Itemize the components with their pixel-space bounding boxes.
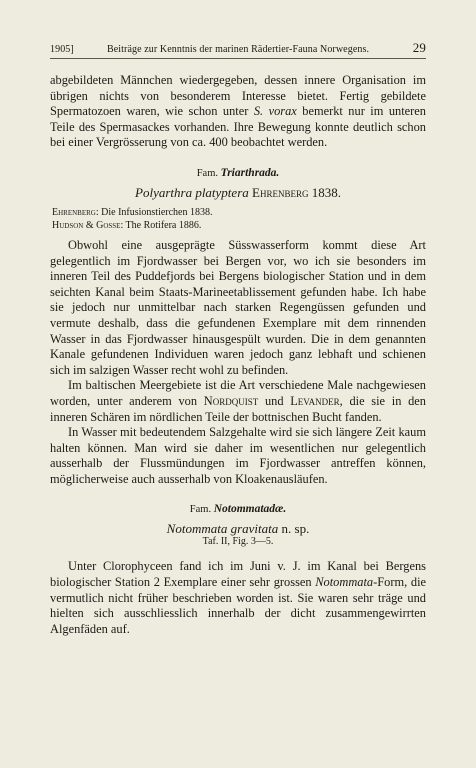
notommata-text-2: -Form, die vermutlich nicht früher beschrieben worden ist. Sie waren sehr träge und hielten sich ausschliesslich innerhalb der dicht zusammengewirrten Algenfäden auf. <box>50 575 427 636</box>
family-heading-notommatadae <box>50 503 426 515</box>
conjunction: und <box>258 393 291 408</box>
genus-ref: Notommata <box>315 575 374 590</box>
family-name: Triarthrada. <box>220 166 280 179</box>
species-name: Notommata gravitata <box>166 521 279 537</box>
baltic-text-1: Im baltischen Meergebiete ist die Art verschiedene Male nachgewiesen worden, unter anderem von <box>50 378 426 408</box>
species-author: Ehrenberg <box>248 184 309 200</box>
reference-text: The Rotifera 1886. <box>123 219 202 231</box>
intro-paragraph <box>50 73 426 151</box>
species-name: Polyarthra platyptera <box>135 184 249 200</box>
paragraph-salinity: In Wasser mit bedeutendem Salzgehalte wird sie sich längere Zeit kaum halten können. Man wird sie daher im wesentlichen nur gelegentlich ausserhalb der Flussmündungen im Fjordwasser antreffen können, möglicherweise auch ausserhalb von Kloakenausläufen. <box>50 425 426 486</box>
species-year: 1838. <box>308 184 341 200</box>
baltic-text-2: , die sie in den inneren Schären im nördlichen Teile der bottnischen Bucht fanden. <box>50 393 426 424</box>
species-heading-notommata <box>50 521 426 536</box>
header-title: Beiträge zur Kenntnis der marinen Rädertier-Fauna Norwegens. <box>106 44 370 55</box>
reference-author: Ehrenberg: <box>52 206 99 218</box>
reference-author: Hudson & Gosse: <box>52 219 124 231</box>
family-prefix: Fam. <box>189 504 214 516</box>
reference-item <box>52 206 426 219</box>
header-year: 1905] <box>50 44 74 55</box>
running-header <box>50 40 426 59</box>
plate-reference: Taf. II, Fig. 3—5. <box>202 536 274 548</box>
reference-item <box>52 219 426 232</box>
notommata-text-1: Unter Clorophyceen fand ich im Juni v. J. im Kanal bei Bergens biologischer Station 2 Exemplare einer sehr grossen <box>50 559 426 590</box>
family-heading-triarthrada <box>50 167 426 179</box>
author-levander: Levander <box>290 393 340 408</box>
paragraph-baltic <box>50 378 426 425</box>
intro-text-1: abgebildeten Männchen wiedergegeben, dessen innere Organisation im übrigen nichts von besonderem Interesse bietet. Fertig gebildete Spermatozoen waren, wie schon unter <box>50 73 426 119</box>
species-heading-polyarthra <box>50 185 426 201</box>
reference-text: Die Infusionstierchen 1838. <box>98 206 213 218</box>
paragraph-occurrence: Obwohl eine ausgeprägte Süsswasserform kommt diese Art gelegentlich im Fjordwasser bei Bergen vor, wo ich sie besonders im inneren Teil des Puddefjords bei Bergens biologischer Station und in dem seichten Kanal beim Staats-Marineetablissement gefunden habe. Ich habe sie jedoch nur unmittelbar nach starken Regengüssen gefunden und vermute deshalb, dass die gefundenen Exemplare mit dem rinnenden Wasser in das Fjordwasser hinausgespült wurden. Die in dem genannten Kanale gefundenen Individuen waren jedoch ganz lebhaft und schienen sich im salzigen Wasser recht wohl zu befinden. <box>50 237 426 377</box>
species-ref: S. vorax <box>253 104 297 119</box>
author-nordquist: Nordquist <box>203 393 259 408</box>
page-number: 29 <box>412 40 426 55</box>
species-suffix: n. sp. <box>278 521 310 537</box>
intro-text-2: bemerkt nur im unteren Teile des Spermasackes vorhanden. Ihre Bewegung konnte deutlich schon bei einer Vergrösserung von ca. 400 beobachtet werden. <box>50 104 426 150</box>
paragraph-notommata <box>50 559 426 637</box>
reference-list <box>50 206 426 232</box>
family-prefix: Fam. <box>196 167 221 179</box>
family-name: Notommatadæ. <box>213 503 287 516</box>
